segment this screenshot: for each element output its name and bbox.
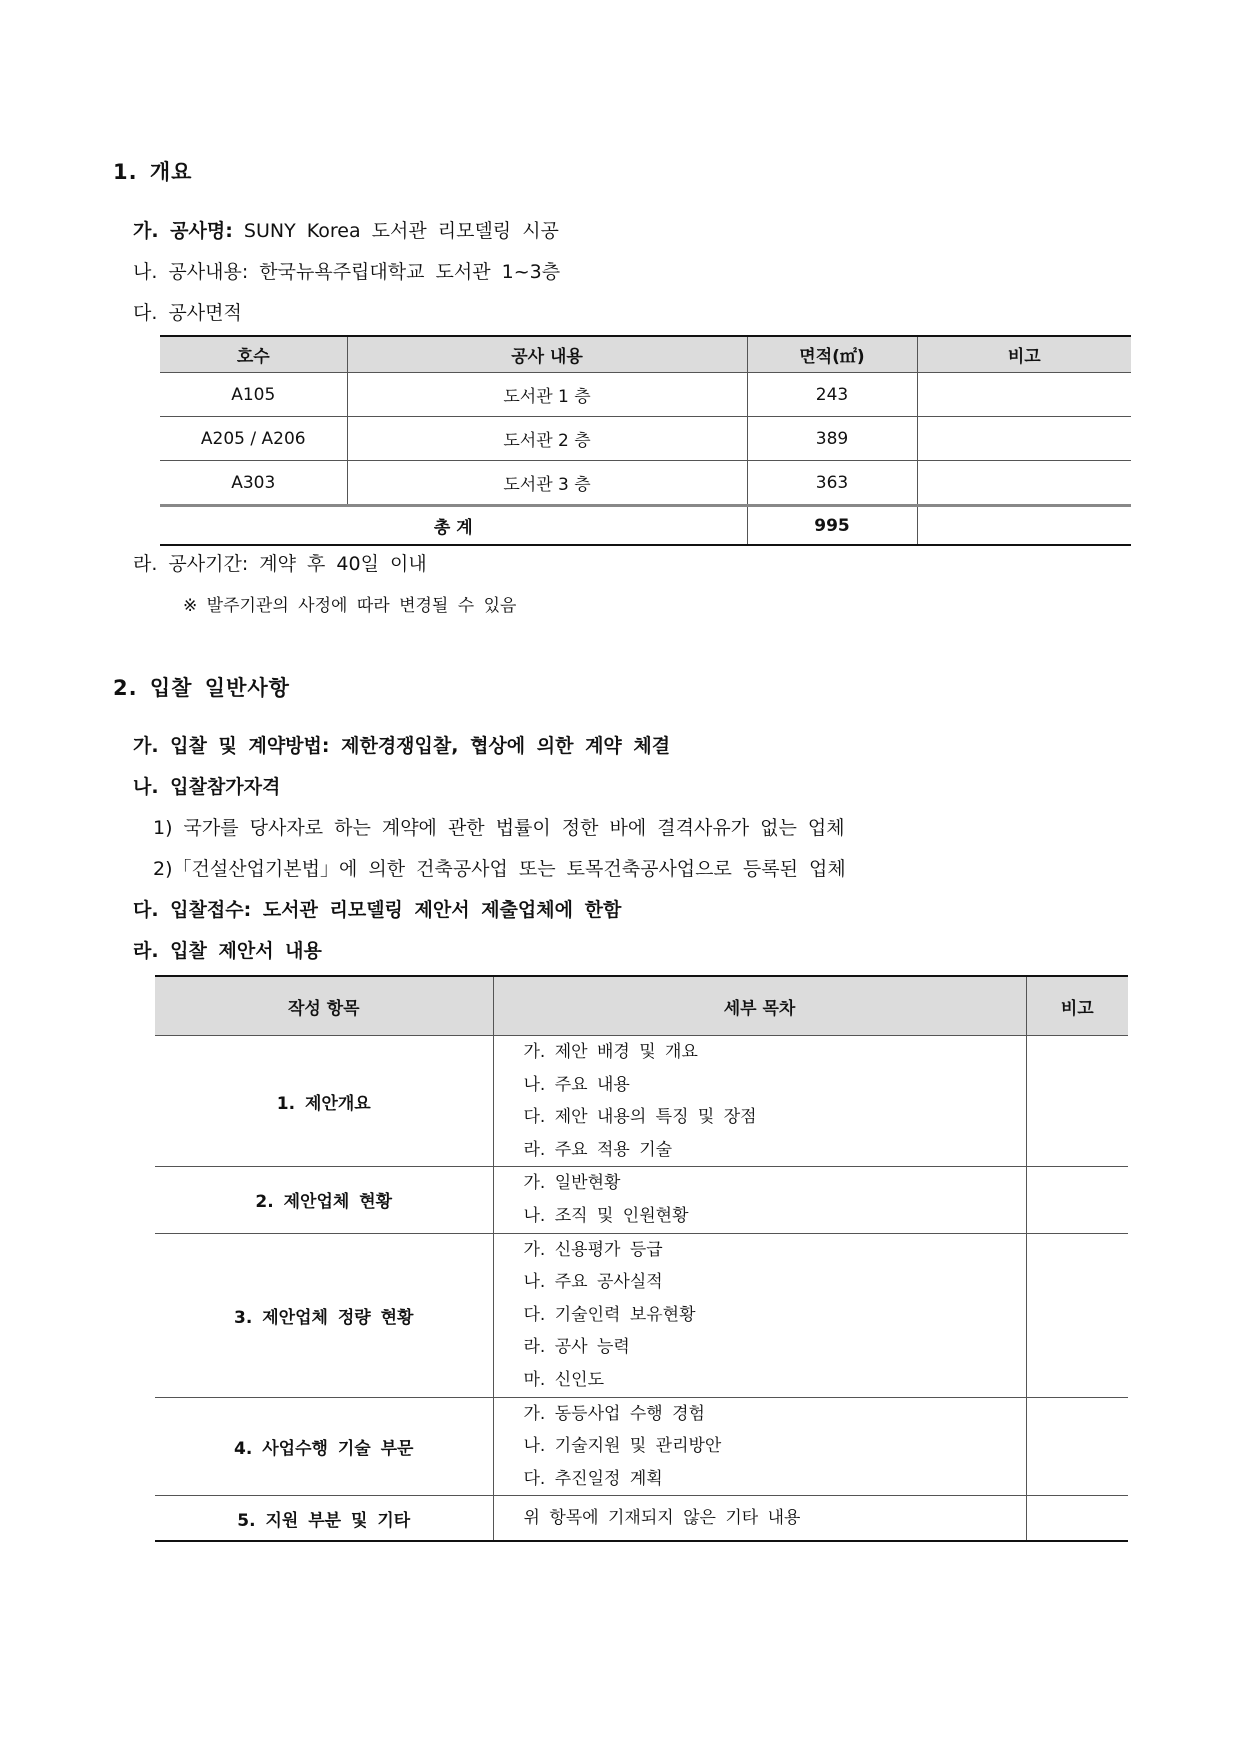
table-row xyxy=(160,417,1131,461)
qualification-item-1: 1) 국가를 당사자로 하는 계약에 관한 법률이 정한 바에 결격사유가 없는 업체 xyxy=(153,817,845,839)
list-item: 다. 추진일정 계획 xyxy=(523,1468,663,1489)
section-1-heading: 1. 개요 xyxy=(113,160,193,184)
area-total-row xyxy=(160,506,1131,546)
area-table xyxy=(160,335,1131,546)
area-cell-content: 도서관 2 층 xyxy=(347,417,747,461)
proposal-item: 1. 제안개요 xyxy=(155,1036,493,1167)
area-total-note xyxy=(917,506,1131,546)
table-row xyxy=(155,1496,1128,1542)
proposal-note xyxy=(1026,1496,1128,1542)
area-cell-room: A303 xyxy=(160,461,347,506)
proposal-note xyxy=(1026,1397,1128,1496)
proposal-header-note: 비고 xyxy=(1026,976,1128,1036)
list-item: 나. 조직 및 인원현황 xyxy=(523,1205,689,1226)
project-period-line: 라. 공사기간: 계약 후 40일 이내 xyxy=(133,553,427,575)
proposal-details xyxy=(493,1233,1026,1397)
list-item: 다. 기술인력 보유현황 xyxy=(523,1304,696,1325)
list-item: 가. 신용평가 등급 xyxy=(523,1239,663,1260)
proposal-details xyxy=(493,1167,1026,1233)
table-row xyxy=(155,1036,1128,1167)
area-cell-room: A205 / A206 xyxy=(160,417,347,461)
list-item: 위 항목에 기재되지 않은 기타 내용 xyxy=(523,1508,801,1529)
list-item: 가. 동등사업 수행 경험 xyxy=(523,1403,705,1424)
table-row xyxy=(155,1233,1128,1397)
area-cell-content: 도서관 3 층 xyxy=(347,461,747,506)
area-header-note: 비고 xyxy=(917,336,1131,373)
proposal-details xyxy=(493,1496,1026,1542)
project-name-label: 가. 공사명: xyxy=(133,220,233,242)
proposal-note xyxy=(1026,1036,1128,1167)
area-cell-area: 363 xyxy=(747,461,917,506)
area-header-room: 호수 xyxy=(160,336,347,373)
table-row xyxy=(155,1167,1128,1233)
list-item: 다. 제안 내용의 특징 및 장점 xyxy=(523,1107,757,1128)
section-2-heading: 2. 입찰 일반사항 xyxy=(113,676,290,700)
table-row xyxy=(160,461,1131,506)
proposal-item: 2. 제안업체 현황 xyxy=(155,1167,493,1233)
area-cell-note xyxy=(917,461,1131,506)
area-total-value: 995 xyxy=(747,506,917,546)
area-total-label: 총 계 xyxy=(160,506,747,546)
bid-method-line: 가. 입찰 및 계약방법: 제한경쟁입찰, 협상에 의한 계약 체결 xyxy=(133,735,671,757)
list-item: 나. 주요 내용 xyxy=(523,1074,630,1095)
area-cell-note xyxy=(917,417,1131,461)
list-item: 가. 일반현황 xyxy=(523,1173,621,1194)
period-note: ※ 발주기관의 사정에 따라 변경될 수 있음 xyxy=(183,596,517,616)
proposal-note xyxy=(1026,1167,1128,1233)
proposal-table-header xyxy=(155,976,1128,1036)
proposal-item: 4. 사업수행 기술 부문 xyxy=(155,1397,493,1496)
area-cell-room: A105 xyxy=(160,373,347,417)
area-header-area: 면적(㎡) xyxy=(747,336,917,373)
area-cell-area: 243 xyxy=(747,373,917,417)
table-row xyxy=(155,1397,1128,1496)
proposal-header-item: 작성 항목 xyxy=(155,976,493,1036)
area-cell-note xyxy=(917,373,1131,417)
area-header-content: 공사 내용 xyxy=(347,336,747,373)
project-name-value: SUNY Korea 도서관 리모델링 시공 xyxy=(243,220,559,242)
area-table-header xyxy=(160,336,1131,373)
list-item: 나. 주요 공사실적 xyxy=(523,1272,663,1293)
qualification-item-2: 2)「건설산업기본법」에 의한 건축공사업 또는 토목건축공사업으로 등록된 업체 xyxy=(153,858,846,880)
area-cell-content: 도서관 1 층 xyxy=(347,373,747,417)
list-item: 라. 공사 능력 xyxy=(523,1337,630,1358)
proposal-details xyxy=(493,1397,1026,1496)
table-row xyxy=(160,373,1131,417)
bid-receipt-line: 다. 입찰접수: 도서관 리모델링 제안서 제출업체에 한함 xyxy=(133,899,622,921)
project-content-line: 나. 공사내용: 한국뉴욕주립대학교 도서관 1~3층 xyxy=(133,261,561,283)
proposal-table xyxy=(155,975,1128,1542)
area-cell-area: 389 xyxy=(747,417,917,461)
proposal-item: 5. 지원 부분 및 기타 xyxy=(155,1496,493,1542)
proposal-item: 3. 제안업체 정량 현황 xyxy=(155,1233,493,1397)
project-area-line: 다. 공사면적 xyxy=(133,302,242,324)
bid-qualification-heading: 나. 입찰참가자격 xyxy=(133,776,281,798)
list-item: 라. 주요 적용 기술 xyxy=(523,1139,673,1160)
proposal-content-heading: 라. 입찰 제안서 내용 xyxy=(133,940,322,962)
proposal-details xyxy=(493,1036,1026,1167)
project-name-line xyxy=(133,216,559,243)
list-item: 마. 신인도 xyxy=(523,1369,604,1390)
list-item: 나. 기술지원 및 관리방안 xyxy=(523,1436,722,1457)
list-item: 가. 제안 배경 및 개요 xyxy=(523,1042,698,1062)
proposal-note xyxy=(1026,1233,1128,1397)
proposal-header-detail: 세부 목차 xyxy=(493,976,1026,1036)
